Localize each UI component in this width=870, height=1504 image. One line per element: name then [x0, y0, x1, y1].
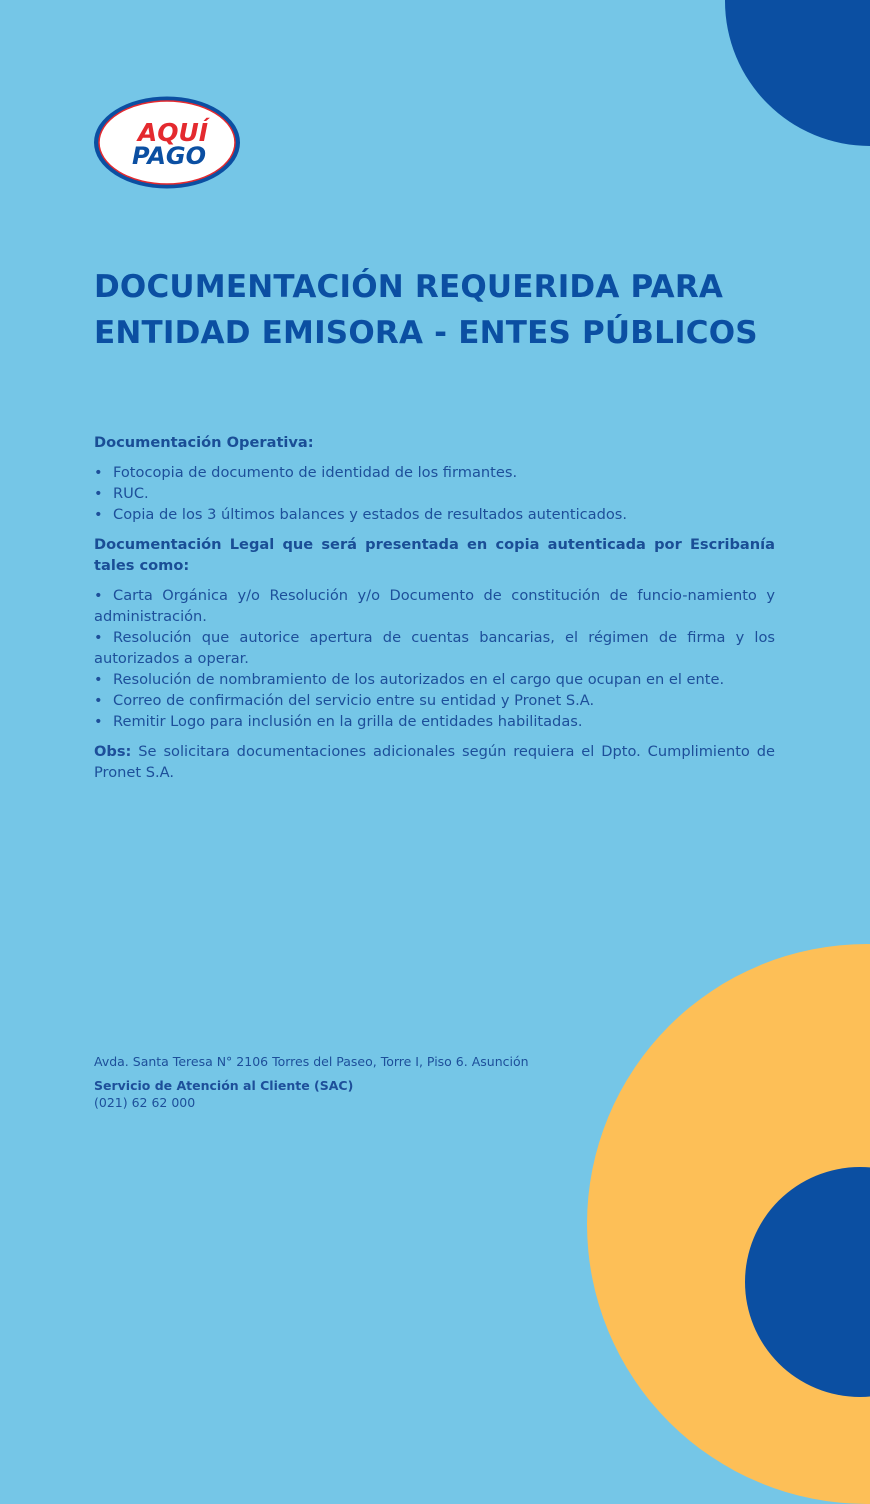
bullet: •	[94, 587, 103, 604]
decorative-circle-top	[725, 0, 870, 146]
bullet: •	[94, 485, 103, 502]
bullet: •	[94, 671, 103, 688]
aqui-pago-logo-graphic	[93, 95, 241, 190]
legal-heading: Documentación Legal que será presentada en copia autenticada por Escribanía tales como:	[94, 536, 775, 574]
footer	[94, 1053, 614, 1111]
bullet: •	[94, 464, 103, 481]
list-item	[94, 627, 775, 669]
aqui-pago-logo	[93, 95, 241, 190]
observation-note	[94, 741, 775, 783]
footer-address: Avda. Santa Teresa N° 2106 Torres del Paseo, Torre I, Piso 6. Asunción	[94, 1054, 529, 1069]
page-title: DOCUMENTACIÓN REQUERIDA PARA ENTIDAD EMISORA - ENTES PÚBLICOS	[94, 269, 758, 351]
bullet: •	[94, 506, 103, 523]
list-item-text: Resolución de nombramiento de los autorizados en el cargo que ocupan en el ente.	[113, 671, 725, 688]
bullet: •	[94, 629, 103, 646]
obs-text: Se solicitara documentaciones adicionales según requiera el Dpto. Cumplimiento de Pronet S.A.	[94, 743, 775, 781]
list-item-text: Resolución que autorice apertura de cuentas bancarias, el régimen de firma y los autorizados a operar.	[94, 629, 775, 667]
footer-sac-label: Servicio de Atención al Cliente (SAC)	[94, 1078, 354, 1093]
legal-list	[94, 585, 775, 732]
bullet: •	[94, 713, 103, 730]
list-item-text: Copia de los 3 últimos balances y estados de resultados autenticados.	[113, 506, 628, 523]
list-item-text: Carta Orgánica y/o Resolución y/o Documento de constitución de funcio-namiento y administración.	[94, 587, 775, 625]
list-item	[94, 669, 775, 690]
list-item	[94, 711, 775, 732]
list-item	[94, 483, 775, 504]
document-body	[94, 432, 775, 783]
list-item	[94, 690, 775, 711]
operativa-list	[94, 462, 775, 525]
logo-text-pago: PAGO	[131, 142, 207, 170]
footer-phone: (021) 62 62 000	[94, 1095, 196, 1110]
list-item	[94, 462, 775, 483]
obs-label: Obs:	[94, 743, 132, 760]
list-item-text: Correo de confirmación del servicio entre su entidad y Pronet S.A.	[113, 692, 595, 709]
list-item-text: Remitir Logo para inclusión en la grilla de entidades habilitadas.	[113, 713, 583, 730]
list-item-text: Fotocopia de documento de identidad de los firmantes.	[113, 464, 518, 481]
bullet: •	[94, 692, 103, 709]
logo-text-aqui: AQUÍ	[137, 118, 209, 147]
list-item-text: RUC.	[113, 485, 149, 502]
list-item	[94, 585, 775, 627]
operativa-heading: Documentación Operativa:	[94, 434, 314, 451]
list-item	[94, 504, 775, 525]
